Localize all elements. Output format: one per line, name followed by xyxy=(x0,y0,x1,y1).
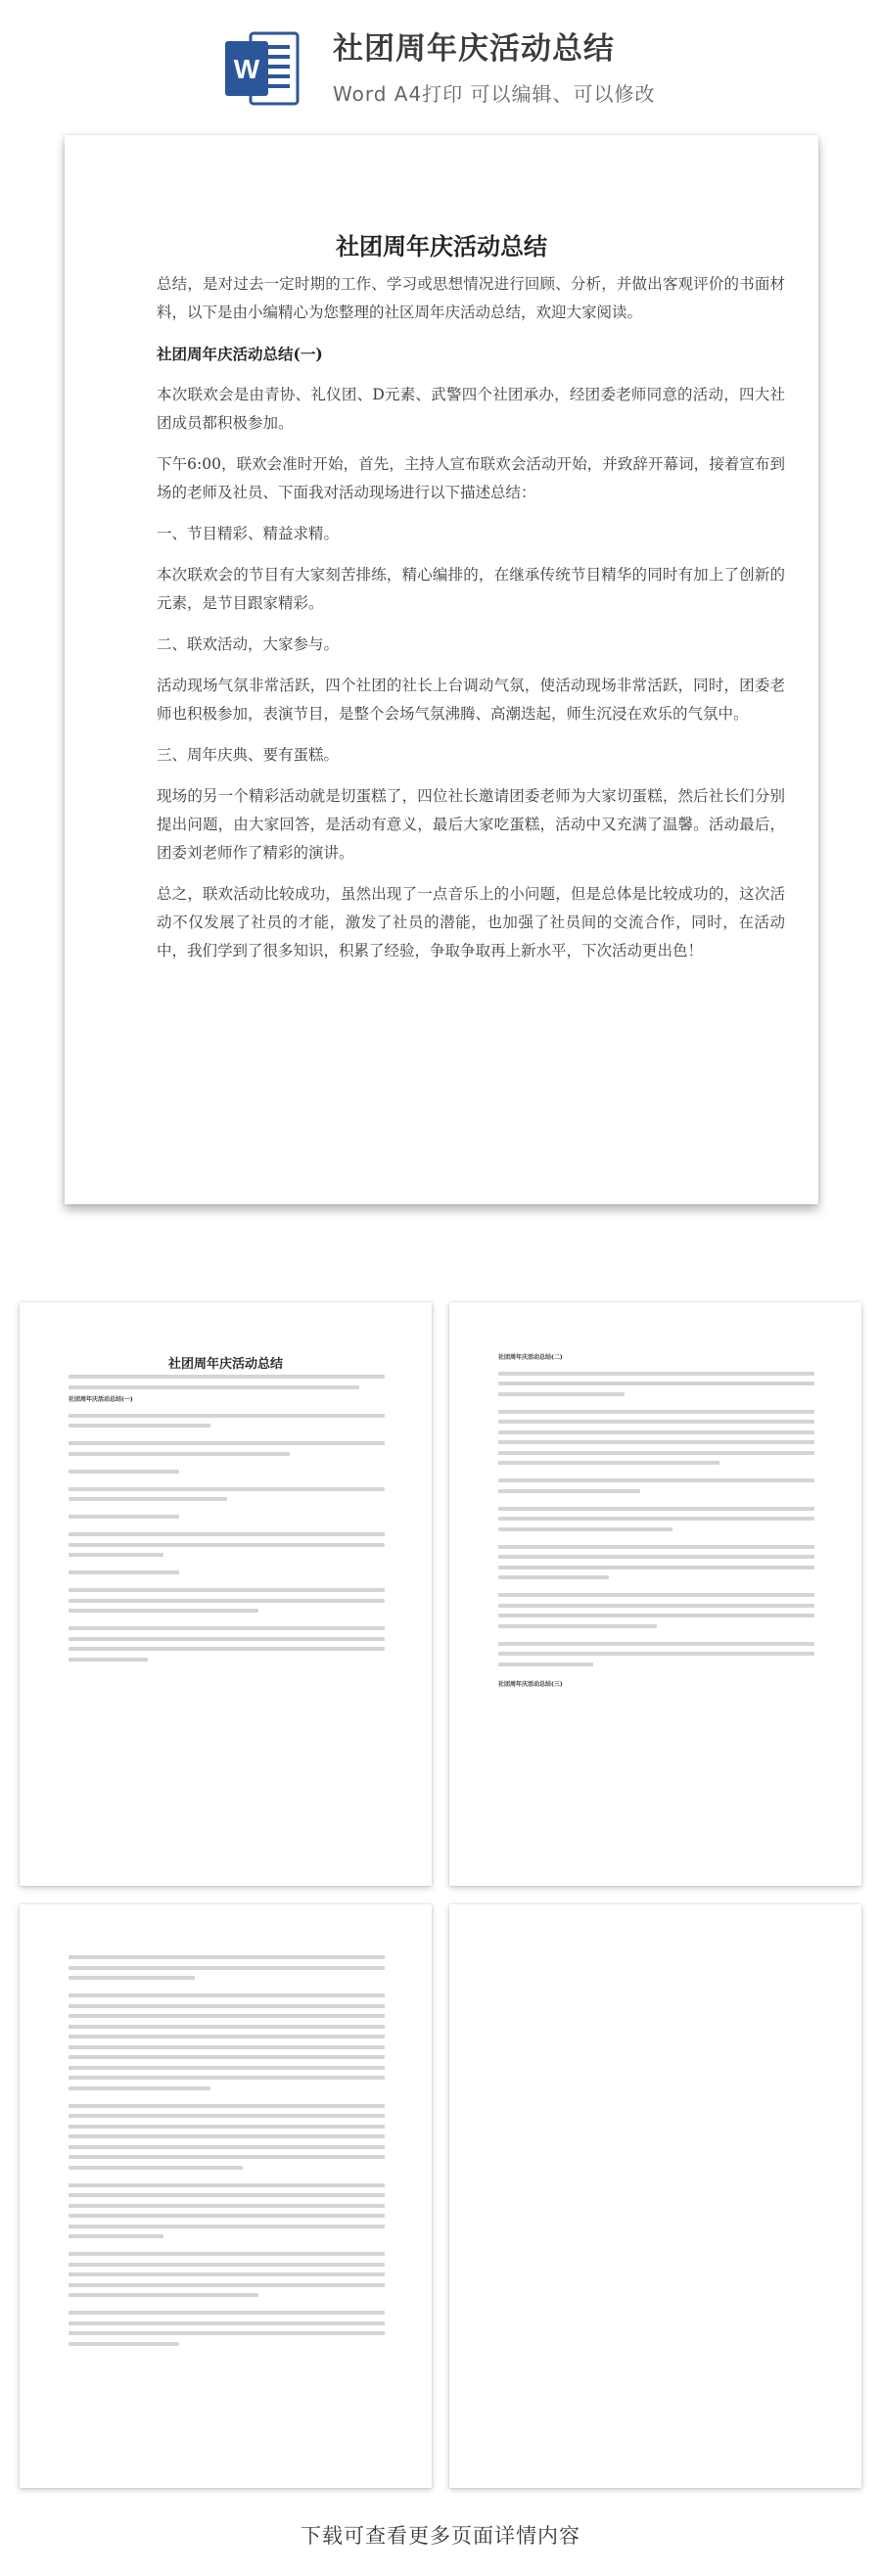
paragraph: 下午6:00，联欢会准时开始，首先，主持人宣布联欢会活动开始，并致辞开幕词，接着宣布到场的老师及社员、下面我对活动现场进行以下描述总结： xyxy=(157,455,785,501)
thumbnail-title: 社团周年庆活动总结 xyxy=(167,1357,283,1372)
download-more-link[interactable]: 下载可查看更多页面详情内容 xyxy=(301,2524,580,2548)
paragraph: 总之，联欢活动比较成功，虽然出现了一点音乐上的小问题，但是总体是比较成功的，这次活动不仅发展了社员的才能，激发了社员的潜能，也加强了社员间的交流合作，同时，在活动中，我们学到了很多知识，积累了经验，争取争取再上新水平，下次活动更出色！ xyxy=(157,885,785,960)
page-thumbnail-4[interactable] xyxy=(449,1904,861,2488)
document-body xyxy=(157,270,785,978)
document-title: 社团周年庆活动总结 xyxy=(336,232,547,260)
word-icon-letter: W xyxy=(233,54,260,84)
document-preview-page xyxy=(65,135,818,1204)
point-heading: 三、周年庆典、要有蛋糕。 xyxy=(157,746,340,764)
paragraph: 活动现场气氛非常活跃，四个社团的社长上台调动气氛，使活动现场非常活跃，同时，团委老师也积极参加，表演节目，是整个会场气氛沸腾、高潮迭起，师生沉浸在欢乐的气氛中。 xyxy=(157,677,785,723)
word-document-icon xyxy=(221,27,303,110)
page-thumbnail-1[interactable] xyxy=(20,1302,432,1886)
paragraph: 本次联欢会是由青协、礼仪团、D元素、武警四个社团承办，经团委老师同意的活动，四大社团成员都积极参加。 xyxy=(157,386,785,432)
thumbnail-heading: 社团周年庆活动总结(三) xyxy=(498,1680,563,1688)
page-thumbnail-3[interactable] xyxy=(20,1904,432,2488)
section-heading: 社团周年庆活动总结(一) xyxy=(157,345,323,363)
paragraph: 本次联欢会的节目有大家刻苦排练，精心编排的，在继承传统节目精华的同时有加上了创新的元素，是节目跟家精彩。 xyxy=(157,566,785,612)
thumbnail-text-lines xyxy=(69,1955,385,2352)
thumbnail-text-lines xyxy=(498,1353,814,1698)
page-thumbnail-2[interactable] xyxy=(449,1302,861,1886)
thumbnail-text-lines xyxy=(69,1375,385,1667)
page-subtitle: Word A4打印 可以编辑、可以修改 xyxy=(333,82,656,106)
header xyxy=(0,0,881,122)
thumbnail-heading: 社团周年庆活动总结(二) xyxy=(498,1354,563,1361)
intro-paragraph: 总结，是对过去一定时期的工作、学习或思想情况进行回顾、分析，并做出客观评价的书面材料，以下是由小编精心为您整理的社区周年庆活动总结，欢迎大家阅读。 xyxy=(157,275,785,321)
point-heading: 二、联欢活动，大家参与。 xyxy=(157,635,340,653)
thumbnail-heading: 社团周年庆活动总结(一) xyxy=(69,1396,133,1403)
page-title: 社团周年庆活动总结 xyxy=(333,31,615,67)
paragraph: 现场的另一个精彩活动就是切蛋糕了，四位社长邀请团委老师为大家切蛋糕，然后社长们分别提出问题，由大家回答，是活动有意义，最后大家吃蛋糕，活动中又充满了温馨。活动最后，团委刘老师作了精彩的演讲。 xyxy=(157,787,785,862)
point-heading: 一、节目精彩、精益求精。 xyxy=(157,525,340,542)
